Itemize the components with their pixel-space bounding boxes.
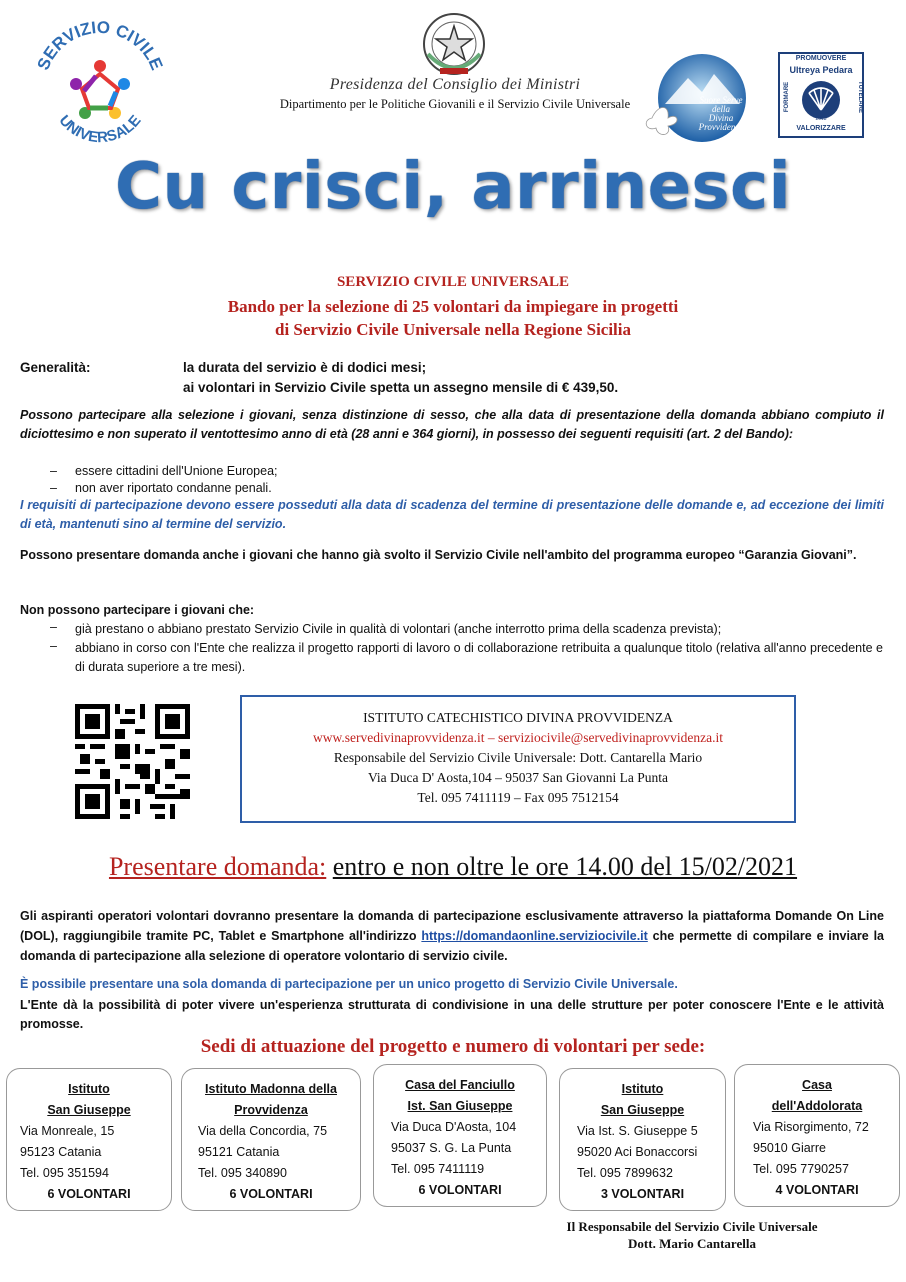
sede-4-address: Via Ist. S. Giuseppe 5 <box>577 1124 698 1138</box>
sede-3-cap: 95037 S. G. La Punta <box>391 1141 512 1155</box>
sede-2-address: Via della Concordia, 75 <box>198 1124 328 1138</box>
sede-4-volontari: 3 VOLONTARI <box>600 1187 685 1201</box>
sede-5-phone: Tel. 095 7790257 <box>753 1162 849 1176</box>
bando-heading: SERVIZIO CIVILE UNIVERSALE <box>336 274 570 290</box>
sede-2-phone: Tel. 095 340890 <box>198 1166 287 1180</box>
esperienza-text: L'Ente dà la possibilità di poter vivere un'esperienza strutturata di condivisione in una delle strutture per poter conoscere l'Ente e le attività promosse. <box>20 998 884 1031</box>
qr-code[interactable] <box>75 704 190 819</box>
sede-3-name-2: Ist. San Giuseppe <box>407 1099 513 1113</box>
sede-1-phone: Tel. 095 351594 <box>20 1166 109 1180</box>
deadline-label: Presentare domanda: <box>108 852 327 881</box>
suore-logo-line-2: della <box>712 104 730 114</box>
deadline-date: entro e non oltre le ore 14.00 del 15/02/2021 <box>332 852 798 881</box>
svg-text:UNIVERSALE: UNIVERSALE <box>55 111 145 147</box>
suore-logo-line-1: Suore Serve <box>699 95 743 105</box>
signature-role: Il Responsabile del Servizio Civile Universale <box>566 1219 818 1234</box>
ultreya-top-text: PROMUOVERE <box>795 55 847 62</box>
signature-block <box>480 1218 904 1252</box>
escluso-dash-2: – <box>50 639 57 653</box>
suore-logo-line-4: Provvidenza <box>698 122 744 132</box>
generalita-durata: la durata del servizio è di dodici mesi; <box>183 360 427 375</box>
ultreya-pedara-logo <box>778 52 864 138</box>
sedi-heading: Sedi di attuazione del progetto e numero di volontari per sede: <box>200 1036 706 1057</box>
sede-1-volontari: 6 VOLONTARI <box>47 1187 131 1201</box>
dipartimento-text: Dipartimento per le Politiche Giovanili e il Servizio Civile Universale <box>279 97 631 111</box>
sede-1-cap: 95123 Catania <box>20 1145 102 1159</box>
sede-card-1 <box>6 1068 172 1211</box>
sede-2-name-1: Istituto Madonna della <box>205 1082 337 1096</box>
bando-subtitle-2: di Servizio Civile Universale nella Regione Sicilia <box>274 320 632 339</box>
garanzia-giovani-text: Possono presentare domanda anche i giovani che hanno già svolto il Servizio Civile nell'ambito del programma europeo “Garanzia Giovani”. <box>20 548 857 562</box>
presidenza-consiglio-text: Presidenza del Consiglio dei Ministri <box>329 76 581 93</box>
sede-5-cap: 95010 Giarre <box>753 1141 826 1155</box>
responsabile-text: Responsabile del Servizio Civile Universale: Dott. Cantarella Mario <box>333 750 703 765</box>
requisito-dash-1: – <box>50 464 57 478</box>
bando-subtitle-1: Bando per la selezione di 25 volontari da impiegare in progetti <box>227 297 679 316</box>
website-email-link[interactable]: www.servedivinaprovvidenza.it – serviziocivile@servedivinaprovvidenza.it <box>312 730 724 745</box>
svg-text:SERVIZIO CIVILE: SERVIZIO CIVILE <box>33 17 167 73</box>
sede-5-name-2: dell'Addolorata <box>771 1099 863 1113</box>
domanda-unica-note: È possibile presentare una sola domanda di partecipazione per un unico progetto di Servizio Civile Universale. <box>20 977 678 991</box>
suore-serve-divina-provvidenza-logo <box>640 52 758 144</box>
sede-1-name-2: San Giuseppe <box>47 1103 131 1117</box>
sede-5-address: Via Risorgimento, 72 <box>753 1120 869 1134</box>
main-title: Cu crisci, arrinesci <box>115 150 791 224</box>
generalita-assegno: ai volontari in Servizio Civile spetta un assegno mensile di € 439,50. <box>183 380 619 395</box>
sede-card-5 <box>734 1064 900 1207</box>
sede-5-name-1: Casa <box>802 1078 832 1092</box>
address-text: Via Duca D' Aosta,104 – 95037 San Giovanni La Punta <box>367 770 669 785</box>
requisiti-nota: I requisiti di partecipazione devono essere posseduti alla data di scadenza del termine di presentazione delle domande e, ad eccezione dei limiti di età, mantenuti sino al termine del servizio. <box>20 498 884 531</box>
sede-3-phone: Tel. 095 7411119 <box>391 1162 485 1176</box>
sede-2-name-2: Provvidenza <box>234 1103 308 1117</box>
phone-fax-text: Tel. 095 7411119 – Fax 095 7512154 <box>417 790 619 805</box>
sede-2-cap: 95121 Catania <box>198 1145 280 1159</box>
signature-name: Dott. Mario Cantarella <box>628 1236 756 1251</box>
ente-name: ISTITUTO CATECHISTICO DIVINA PROVVIDENZA <box>363 710 673 725</box>
sede-4-cap: 95020 Aci Bonaccorsi <box>577 1145 698 1159</box>
istruzioni-text <box>20 906 884 966</box>
sede-3-address: Via Duca D'Aosta, 104 <box>391 1120 517 1134</box>
generalita-label: Generalità: <box>20 360 91 375</box>
sede-4-name-2: San Giuseppe <box>600 1103 685 1117</box>
escluso-item-1: già prestano o abbiano prestato Servizio Civile in qualità di volontari (anche interrotto prima della scadenza prevista); <box>75 622 722 636</box>
sede-1-name-1: Istituto <box>68 1082 110 1096</box>
deadline-heading <box>0 852 906 882</box>
sede-3-name-1: Casa del Fanciullo <box>405 1078 515 1092</box>
ultreya-right-text: TUTELARE <box>857 81 863 113</box>
sede-1-address: Via Monreale, 15 <box>20 1124 115 1138</box>
ultreya-name: Ultreya Pedara <box>789 65 853 75</box>
ultreya-year: 2013 <box>815 116 827 122</box>
escluso-dash-1: – <box>50 620 57 634</box>
suore-logo-line-3: Divina <box>708 113 734 123</box>
istruzioni-part-1: Gli aspiranti operatori volontari dovranno presentare la domanda di partecipazione esclusivamente attraverso la piattaforma Domande On Line (DOL), raggiungibile tramite PC, Tablet e Smartphone all'indirizzo <box>20 909 884 943</box>
esclusi-title: Non possono partecipare i giovani che: <box>20 603 255 617</box>
istruzioni-part-2: che permette di compilare e inviare la domanda di partecipazione alla selezione di operatore volontario di servizio civile. <box>20 929 885 963</box>
sede-card-2 <box>181 1068 361 1211</box>
ultreya-bottom-text: VALORIZZARE <box>796 125 846 132</box>
sede-2-volontari: 6 VOLONTARI <box>229 1187 313 1201</box>
sede-card-4 <box>559 1068 726 1211</box>
escluso-item-2: abbiano in corso con l'Ente che realizza il progetto rapporti di lavoro o di collaborazione retribuita a qualunque titolo (relativa all'anno precedente e di durata superiore a tre mesi). <box>75 641 883 674</box>
domanda-online-link[interactable]: https://domandaonline.serviziocivile.it <box>421 929 648 943</box>
requisito-item-1: essere cittadini dell'Unione Europea; <box>75 464 278 478</box>
requisito-item-2: non aver riportato condanne penali. <box>75 481 272 495</box>
contact-box <box>240 695 796 823</box>
requisito-dash-2: – <box>50 481 57 495</box>
servizio-civile-logo <box>20 10 180 150</box>
ultreya-left-text: FORMARE <box>784 81 791 113</box>
sede-4-phone: Tel. 095 7899632 <box>577 1166 673 1180</box>
requisiti-intro: Possono partecipare alla selezione i giovani, senza distinzione di sesso, che alla data di presentazione della domanda abbiano compiuto il diciottesimo e non superato il ventottesimo anno di età (28 anni e 364 giorni), in possesso dei seguenti requisiti (art. 2 del Bando): <box>20 408 884 441</box>
sede-3-volontari: 6 VOLONTARI <box>418 1183 502 1197</box>
italian-republic-emblem-icon <box>418 8 490 80</box>
sede-card-3 <box>373 1064 547 1207</box>
sede-5-volontari: 4 VOLONTARI <box>775 1183 859 1197</box>
sede-4-name-1: Istituto <box>621 1082 664 1096</box>
